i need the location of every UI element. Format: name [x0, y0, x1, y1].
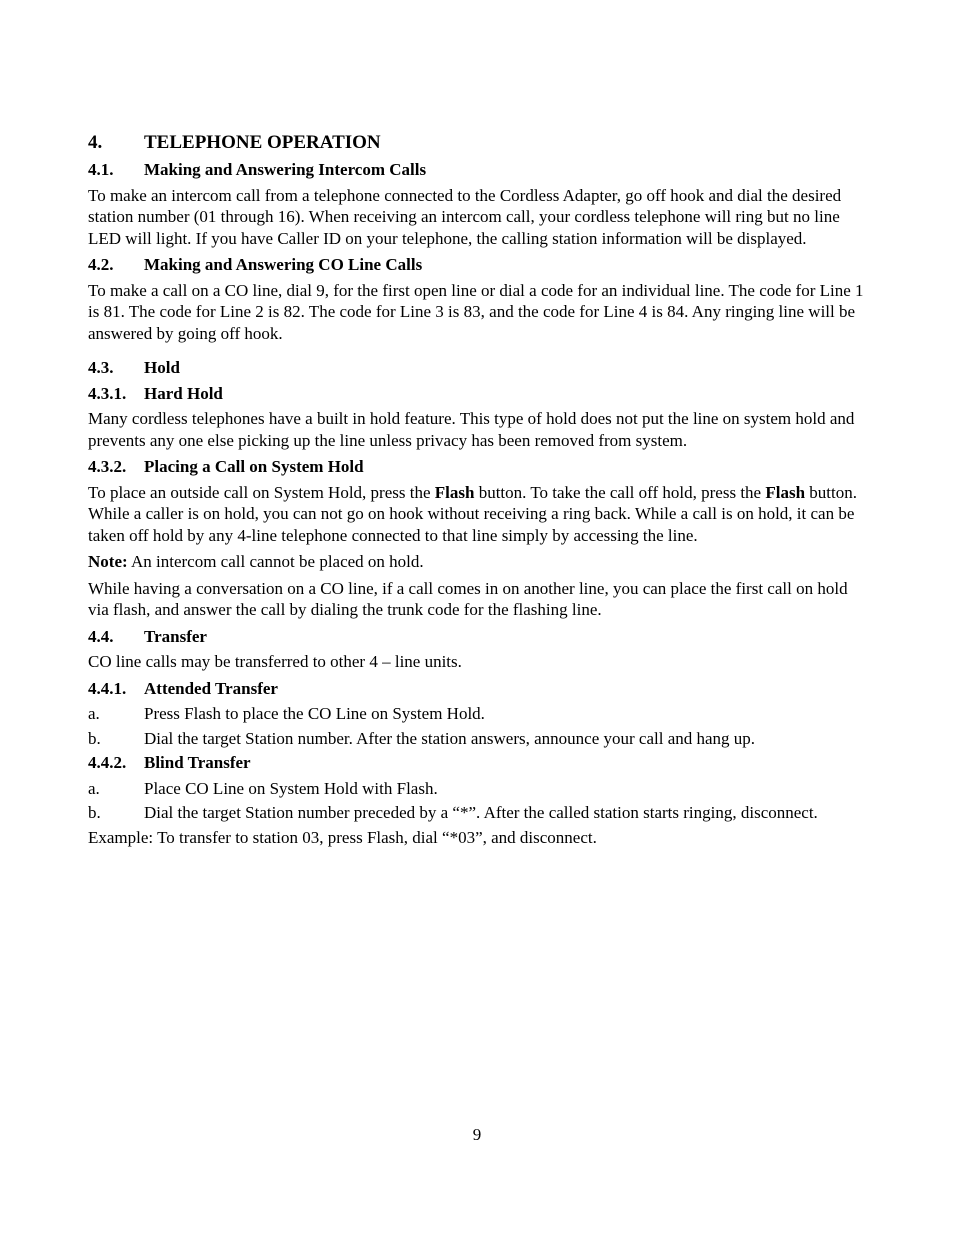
section-title: Hard Hold — [144, 383, 223, 403]
example-paragraph: Example: To transfer to station 03, press Flash, dial “*03”, and disconnect. — [88, 827, 597, 847]
paragraph-co-line-calls: To make a call on a CO line, dial 9, for the first open line or dial a code for an individual line. The code for Line 1 is 81. The code for Line 2 is 82. The code for Line 3 is 83, and the code for Line 4 is 84. Any ringing line will be answered by going off hook. — [88, 280, 864, 343]
note-paragraph — [88, 551, 868, 573]
text-run: button. To take the call off hold, press the — [474, 482, 766, 502]
section-heading-4-4-2 — [88, 752, 868, 774]
section-number: 4.4.2. — [88, 753, 127, 772]
list-marker: a. — [88, 704, 100, 723]
paragraph-hold-via-flash: While having a conversation on a CO line, if a call comes in on another line, you can place the first call on hold via flash, and answer the call by dialing the trunk code for the flashing line. — [88, 578, 848, 619]
section-title: Placing a Call on System Hold — [144, 457, 364, 476]
list-item — [88, 703, 868, 725]
section-heading-4-4 — [88, 626, 868, 648]
paragraph-intercom-calls: To make an intercom call from a telephone connected to the Cordless Adapter, go off hook and dial the desired station number (01 through 16). When receiving an intercom call, your cordless telephone will ring but no line LED will light. If you have Caller ID on your telephone, the calling station information will be displayed. — [88, 185, 842, 248]
list-item-text: Dial the target Station number. After the station answers, announce your call and hang up. — [144, 728, 756, 748]
document-page — [88, 131, 868, 853]
section-title: Making and Answering CO Line Calls — [144, 255, 423, 274]
section-title: Attended Transfer — [144, 678, 278, 698]
note-text: An intercom call cannot be placed on hold. — [127, 552, 424, 571]
list-marker: b. — [88, 803, 101, 822]
section-number: 4.4. — [88, 626, 114, 646]
section-heading-4-3-2 — [88, 456, 868, 478]
page-number: 9 — [472, 1125, 482, 1144]
paragraph-hard-hold: Many cordless telephones have a built in hold feature. This type of hold does not put the line on system hold and prevents any one else picking up the line unless privacy has been removed from system. — [88, 409, 855, 450]
section-number: 4.1. — [88, 160, 114, 179]
list-item-text: Place CO Line on System Hold with Flash. — [144, 778, 438, 798]
section-title: Hold — [144, 358, 180, 377]
section-heading-4-1 — [88, 159, 868, 181]
section-title: Making and Answering Intercom Calls — [144, 160, 427, 179]
text-run: button. While a caller is on hold, you can not go on hook without receiving a ring back. While a call is on hold, it can be taken off hold by any 4-line telephone connected to that line simply by accessing the line. — [88, 482, 857, 545]
list-item-text: Press Flash to place the CO Line on System Hold. — [144, 704, 485, 723]
section-heading-4-3 — [88, 357, 868, 379]
section-heading-4-2 — [88, 254, 868, 276]
section-number: 4.2. — [88, 255, 114, 274]
section-heading-4-3-1 — [88, 383, 868, 405]
paragraph-transfer: CO line calls may be transferred to other 4 – line units. — [88, 652, 462, 671]
note-label: Note: — [88, 552, 128, 571]
list-marker: b. — [88, 728, 101, 748]
flash-keyword: Flash — [765, 482, 806, 502]
section-title: Blind Transfer — [144, 753, 251, 772]
list-item — [88, 728, 868, 750]
section-number: 4. — [88, 132, 103, 153]
section-title: TELEPHONE OPERATION — [144, 132, 381, 153]
section-heading-4-4-1 — [88, 678, 868, 700]
section-title: Transfer — [144, 626, 207, 646]
flash-keyword: Flash — [434, 482, 475, 502]
list-item — [88, 802, 868, 824]
paragraph-system-hold — [88, 482, 868, 547]
section-number: 4.3.2. — [88, 457, 127, 476]
section-heading-4 — [88, 131, 868, 155]
section-number: 4.3. — [88, 358, 114, 377]
section-number: 4.4.1. — [88, 678, 127, 698]
section-number: 4.3.1. — [88, 383, 127, 403]
list-item-text: Dial the target Station number preceded by a “*”. After the called station starts ringing, disconnect. — [144, 803, 818, 822]
list-marker: a. — [88, 778, 100, 798]
text-run: To place an outside call on System Hold, press the — [88, 482, 435, 502]
list-item — [88, 778, 868, 800]
